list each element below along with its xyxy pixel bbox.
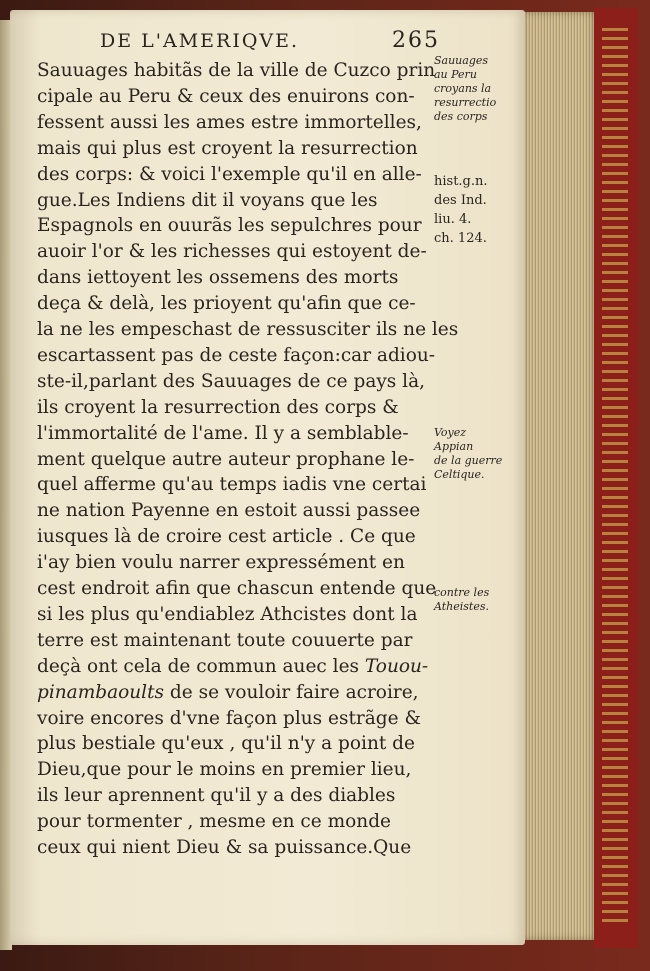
margin-note-line: des corps bbox=[434, 110, 488, 123]
text-line bbox=[37, 550, 405, 575]
text-line bbox=[37, 369, 425, 394]
text-line bbox=[37, 809, 391, 834]
text-line bbox=[37, 628, 412, 653]
running-title: DE L'AMERIQVE. bbox=[100, 30, 300, 52]
margin-note-line: resurrectio bbox=[434, 96, 497, 109]
text-line bbox=[37, 239, 427, 264]
italic-word: Touou- bbox=[364, 655, 429, 677]
text-line bbox=[37, 757, 411, 782]
margin-note-hist-indes bbox=[434, 172, 524, 248]
line-text: fessent aussi les ames estre immortelles, bbox=[37, 111, 422, 133]
margin-note-peru bbox=[434, 54, 524, 124]
line-text: cest endroit afin que chascun entende que bbox=[37, 578, 437, 599]
red-cover-edge bbox=[594, 8, 638, 948]
text-line bbox=[37, 343, 435, 368]
margin-note-line: des Ind. bbox=[434, 193, 487, 208]
text-line bbox=[37, 291, 416, 316]
line-text: ne nation Payenne en estoit aussi passee bbox=[37, 500, 421, 522]
text-line bbox=[37, 213, 422, 238]
text-line bbox=[37, 731, 415, 756]
line-text: deçà ont cela de commun auec les bbox=[37, 655, 365, 677]
text-line bbox=[37, 421, 409, 446]
text-line bbox=[37, 835, 411, 860]
line-text: Dieu,que pour le moins en premier lieu, bbox=[37, 759, 412, 781]
text-line bbox=[37, 110, 422, 135]
line-text: cipale au Peru & ceux des enuirons con- bbox=[37, 85, 415, 107]
line-text: ste-il,parlant des Sauuages de ce pays là, bbox=[37, 370, 426, 392]
line-text: quel afferme qu'au temps iadis vne certai bbox=[37, 474, 427, 496]
line-text: l'immortalité de l'ame. Il y a semblable- bbox=[37, 422, 409, 444]
text-line bbox=[37, 58, 435, 83]
text-line bbox=[37, 524, 416, 549]
text-line bbox=[37, 265, 398, 290]
line-text: gue.Les Indiens dit il voyans que les bbox=[37, 189, 378, 211]
margin-note-line: au Peru bbox=[434, 68, 477, 81]
line-text: dans iettoyent les ossemens des morts bbox=[37, 267, 399, 289]
text-line bbox=[37, 472, 426, 497]
line-text: ment quelque autre auteur prophane le- bbox=[37, 448, 415, 470]
margin-note-appian bbox=[434, 426, 524, 482]
margin-note-line: Atheistes. bbox=[434, 600, 489, 613]
line-text: mais qui plus est croyent la resurrection bbox=[37, 137, 418, 159]
margin-note-line: ch. 124. bbox=[434, 231, 487, 246]
text-line bbox=[37, 136, 418, 161]
text-line bbox=[37, 84, 415, 109]
line-text: terre est maintenant toute couuerte par bbox=[37, 629, 413, 651]
line-text: voire encores d'vne façon plus estrãge & bbox=[37, 707, 421, 729]
text-line bbox=[37, 654, 428, 679]
text-line bbox=[37, 783, 395, 808]
text-line bbox=[37, 395, 399, 420]
margin-note-line: Celtique. bbox=[434, 468, 485, 481]
text-line bbox=[37, 706, 421, 731]
margin-note-line: Appian bbox=[434, 440, 474, 453]
page-block-edges bbox=[522, 12, 594, 940]
text-line bbox=[37, 680, 419, 705]
line-text: Sauuages habitãs de la ville de Cuzco prin bbox=[37, 60, 436, 81]
text-line bbox=[37, 498, 420, 523]
line-text: plus bestiale qu'eux , qu'il n'y a point de bbox=[37, 733, 415, 755]
line-text: pour tormenter , mesme en ce monde bbox=[37, 811, 391, 833]
line-text: deça & delà, les prioyent qu'afin que ce- bbox=[37, 293, 416, 315]
margin-note-line: de la guerre bbox=[434, 454, 503, 467]
text-line bbox=[37, 576, 436, 601]
line-text: i'ay bien voulu narrer expressément en bbox=[37, 552, 405, 574]
line-text: ceux qui nient Dieu & sa puissance.Que bbox=[37, 837, 412, 858]
text-line bbox=[37, 162, 422, 187]
line-text: Espagnols en ouurãs les sepulchres pour bbox=[37, 215, 422, 237]
text-line bbox=[37, 602, 417, 627]
margin-note-line: hist.g.n. bbox=[434, 174, 488, 189]
line-text: ils leur aprennent qu'il y a des diables bbox=[37, 785, 396, 807]
page-number: 265 bbox=[392, 28, 440, 53]
line-text: auoir l'or & les richesses qui estoyent de- bbox=[37, 241, 427, 263]
text-line bbox=[37, 188, 378, 213]
line-text: la ne les empeschast de ressusciter ils ne les bbox=[37, 319, 459, 340]
line-text: des corps: & voici l'exemple qu'il en alle- bbox=[37, 163, 422, 185]
italic-word: pinambaoults bbox=[37, 681, 165, 703]
line-text: si les plus qu'endiablez Athcistes dont la bbox=[37, 603, 418, 625]
gilt-decoration bbox=[602, 28, 628, 928]
margin-note-line: Sauuages bbox=[434, 54, 489, 67]
margin-note-atheistes bbox=[434, 586, 524, 614]
margin-note-line: contre les bbox=[434, 586, 490, 599]
text-line bbox=[37, 317, 458, 342]
line-text: iusques là de croire cest article . Ce que bbox=[37, 526, 416, 548]
line-text: escartassent pas de ceste façon:car adiou- bbox=[37, 344, 436, 366]
margin-note-line: croyans la bbox=[434, 82, 492, 95]
line-text: de se vouloir faire acroire, bbox=[164, 681, 419, 703]
line-text: ils croyent la resurrection des corps & bbox=[37, 396, 399, 418]
text-line bbox=[37, 447, 414, 472]
margin-note-line: liu. 4. bbox=[434, 212, 472, 227]
margin-note-line: Voyez bbox=[434, 426, 467, 439]
